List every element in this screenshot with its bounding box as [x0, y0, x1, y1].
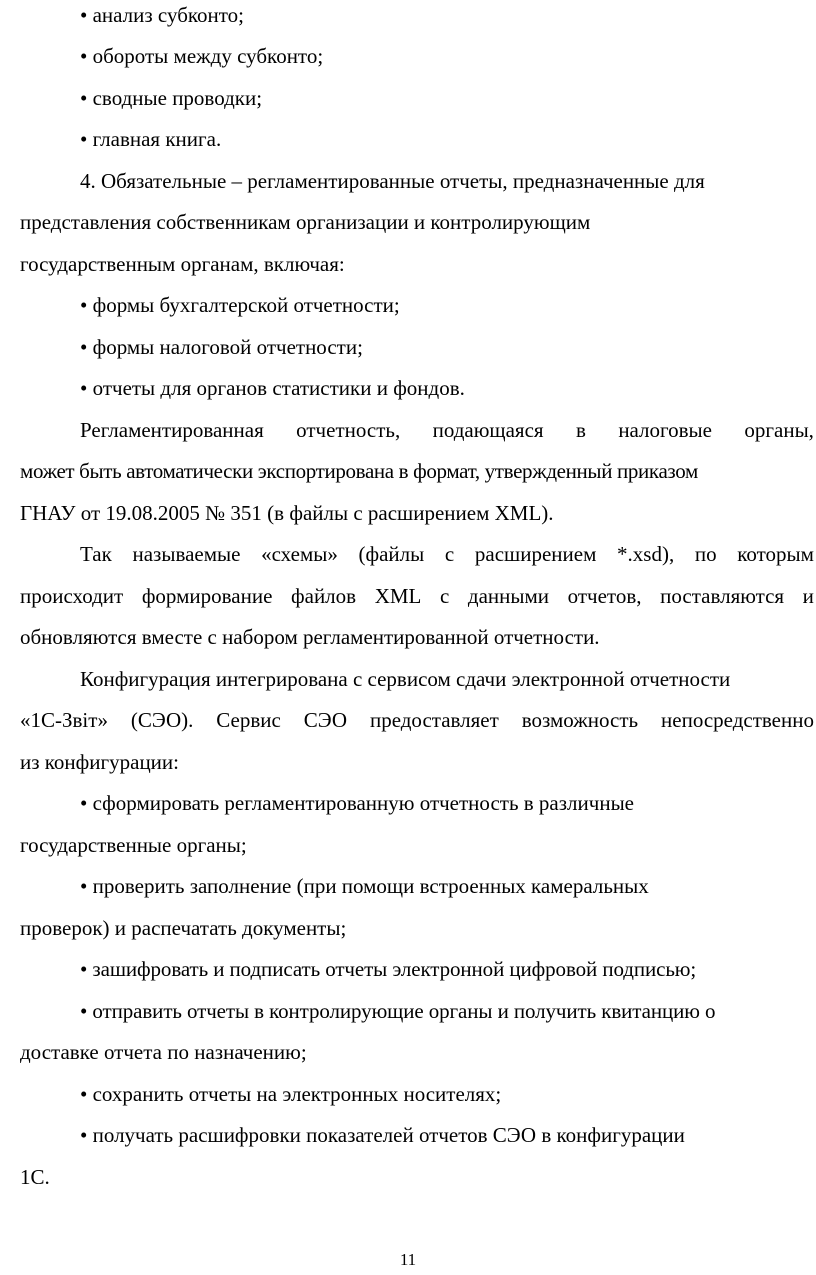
bullet-item: • сформировать регламентированную отчетность в различные	[80, 791, 634, 815]
word: «1С-Звіт»	[20, 708, 108, 732]
word: Регламентированная	[80, 418, 264, 442]
paragraph-line-justified	[80, 418, 814, 442]
word: отчетность,	[296, 418, 401, 442]
page-number: 11	[399, 1250, 417, 1269]
word: предоставляет	[369, 708, 499, 732]
word: Сервис	[216, 708, 281, 732]
bullet-item: • сохранить отчеты на электронных носителях;	[80, 1082, 502, 1106]
word: и	[802, 584, 814, 608]
word: XML	[374, 584, 422, 608]
word: поставляются	[660, 584, 785, 608]
word: возможность	[521, 708, 639, 732]
bullet-item: • главная книга.	[80, 127, 222, 151]
paragraph-line-justified	[20, 708, 814, 732]
word: данными	[467, 584, 550, 608]
word: по	[694, 542, 717, 566]
word: с	[444, 542, 455, 566]
bullet-continuation: государственные органы;	[20, 833, 247, 857]
bullet-item: • зашифровать и подписать отчеты электронной цифровой подписью;	[80, 957, 697, 981]
bullet-item: • формы налоговой отчетности;	[80, 335, 363, 359]
paragraph-line: обновляются вместе с набором регламентированной отчетности.	[20, 625, 600, 649]
bullet-item: • обороты между субконто;	[80, 44, 324, 68]
bullet-item: • отчеты для органов статистики и фондов.	[80, 376, 465, 400]
word: формирование	[141, 584, 273, 608]
paragraph-line: представления собственникам организации и контролирующим	[20, 210, 591, 234]
bullet-item: • получать расшифровки показателей отчетов СЭО в конфигурации	[80, 1123, 685, 1147]
word: с	[439, 584, 450, 608]
word: непосредственно	[661, 708, 814, 732]
paragraph-line: государственным органам, включая:	[20, 252, 345, 276]
word: в	[575, 418, 586, 442]
word: налоговые	[618, 418, 712, 442]
bullet-continuation: доставке отчета по назначению;	[20, 1040, 307, 1064]
word: Так	[80, 542, 112, 566]
paragraph-line-justified	[20, 584, 814, 608]
word: (СЭО).	[130, 708, 194, 732]
word: отчетов,	[567, 584, 642, 608]
word: СЭО	[303, 708, 348, 732]
word: *.xsd),	[617, 542, 675, 566]
bullet-item: • формы бухгалтерской отчетности;	[80, 293, 400, 317]
bullet-item: • проверить заполнение (при помощи встроенных камеральных	[80, 874, 649, 898]
paragraph-line: может быть автоматически экспортирована в формат, утвержденный приказом	[20, 459, 698, 483]
paragraph-line: ГНАУ от 19.08.2005 № 351 (в файлы с расширением XML).	[20, 501, 554, 525]
numbered-item-4: 4. Обязательные – регламентированные отчеты, предназначенные для	[80, 169, 705, 193]
word: называемые	[132, 542, 241, 566]
paragraph-line-justified	[80, 542, 814, 566]
paragraph-line: Конфигурация интегрирована с сервисом сдачи электронной отчетности	[80, 667, 731, 691]
word: (файлы	[358, 542, 425, 566]
word: подающаяся	[432, 418, 544, 442]
bullet-continuation: проверок) и распечатать документы;	[20, 916, 347, 940]
bullet-item: • сводные проводки;	[80, 86, 263, 110]
word: «схемы»	[261, 542, 338, 566]
paragraph-line: из конфигурации:	[20, 750, 179, 774]
word: файлов	[291, 584, 357, 608]
word: расширением	[474, 542, 597, 566]
word: происходит	[20, 584, 124, 608]
word: которым	[737, 542, 814, 566]
word: органы,	[744, 418, 814, 442]
bullet-item: • отправить отчеты в контролирующие органы и получить квитанцию о	[80, 999, 716, 1023]
bullet-item: • анализ субконто;	[80, 3, 244, 27]
bullet-continuation: 1С.	[20, 1165, 50, 1189]
